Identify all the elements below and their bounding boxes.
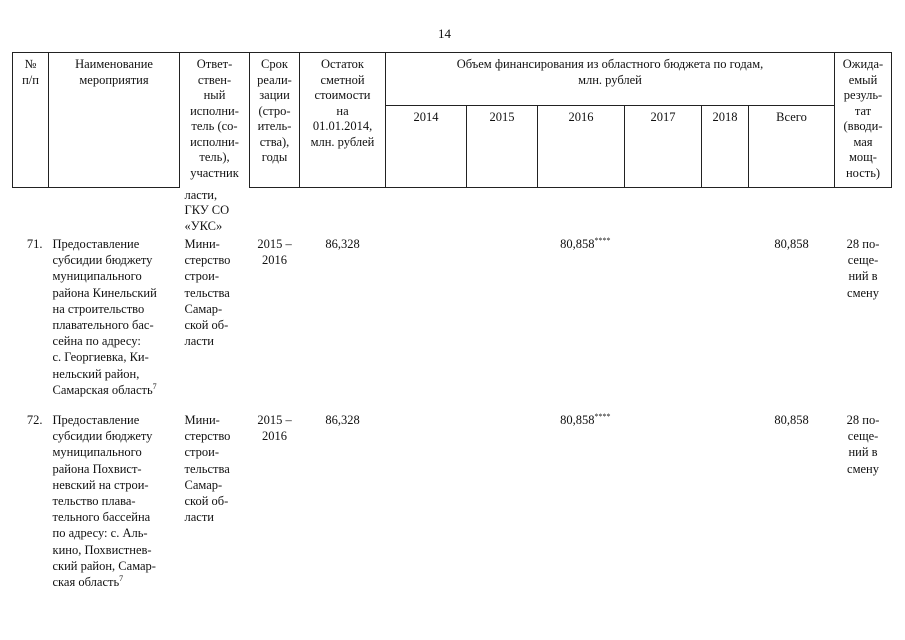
financing-2017 [625,236,702,412]
footnote-marker: 7 [119,573,124,583]
cost-balance: 86,328 [325,237,360,251]
implementation-term: 2015 – 2016 [257,237,292,268]
expected-result: 28 по- сеще- ний в смену [846,237,880,300]
header-total: Всего [749,106,835,188]
header-continuation-row [13,188,892,237]
financing-2016: 80,858**** [560,235,611,251]
header-term: Срок реали- зации (стро- итель- ства), годы [250,53,300,188]
financing-2016: 80,858**** [560,411,611,427]
responsible-continuation: ласти, ГКУ СО «УКС» [184,187,230,233]
financing-table [12,52,892,612]
row-number: 71. [26,237,43,251]
header-financing: Объем финансирования из областного бюджета по годам, млн. рублей [386,53,835,106]
page-number: 14 [438,26,451,41]
footnote-marker: 7 [152,381,157,391]
row-number: 72. [26,413,43,427]
expected-result: 28 по- сеще- ний в смену [846,413,880,476]
measure-name: Предоставление субсидии бюджету муниципального района Похвист- невский на строи- тельство плава- тельного бассейна по адресу: с. Аль- кино, Похвистнев- ский район, Самар- ская область$^7$ [52,413,156,590]
measure-name: Предоставление субсидии бюджету муниципального района Кинельский на строительство плавательного бас- сейна по адресу: с. Георгиевка, Ки- нельский район, Самарская область$^7$ [52,237,157,397]
financing-total: 80,858 [774,413,809,427]
header-year-2018: 2018 [702,106,749,188]
header-year-2015: 2015 [467,106,538,188]
financing-2018 [702,236,749,412]
responsible-executor: Мини- стерство строи- тельства Самар- ской об- ласти [184,413,231,525]
implementation-term: 2015 – 2016 [257,413,292,444]
header-expected: Ожида- емый резуль- тат (вводи- мая мощ- ность) [835,53,892,188]
header-balance: Остаток сметной стоимости на 01.01.2014, млн. рублей [300,53,386,188]
financing-2015 [467,412,538,612]
table-row [13,412,892,612]
table-row [13,236,892,412]
financing-note-marker: **** [594,235,611,245]
financing-note-marker: **** [594,411,611,421]
header-num: № п/п [13,53,49,188]
header-year-2014: 2014 [386,106,467,188]
financing-total: 80,858 [774,237,809,251]
header-year-2017: 2017 [625,106,702,188]
financing-2014 [386,236,467,412]
header-name: Наименование мероприятия [49,53,180,188]
header-responsible: Ответ- ствен- ный исполни- тель (со- исполни- тель), участник [180,53,250,188]
financing-2015 [467,236,538,412]
header-year-2016: 2016 [538,106,625,188]
financing-2014 [386,412,467,612]
responsible-executor: Мини- стерство строи- тельства Самар- ской об- ласти [184,237,231,349]
cost-balance: 86,328 [325,413,360,427]
financing-2018 [702,412,749,612]
financing-2017 [625,412,702,612]
